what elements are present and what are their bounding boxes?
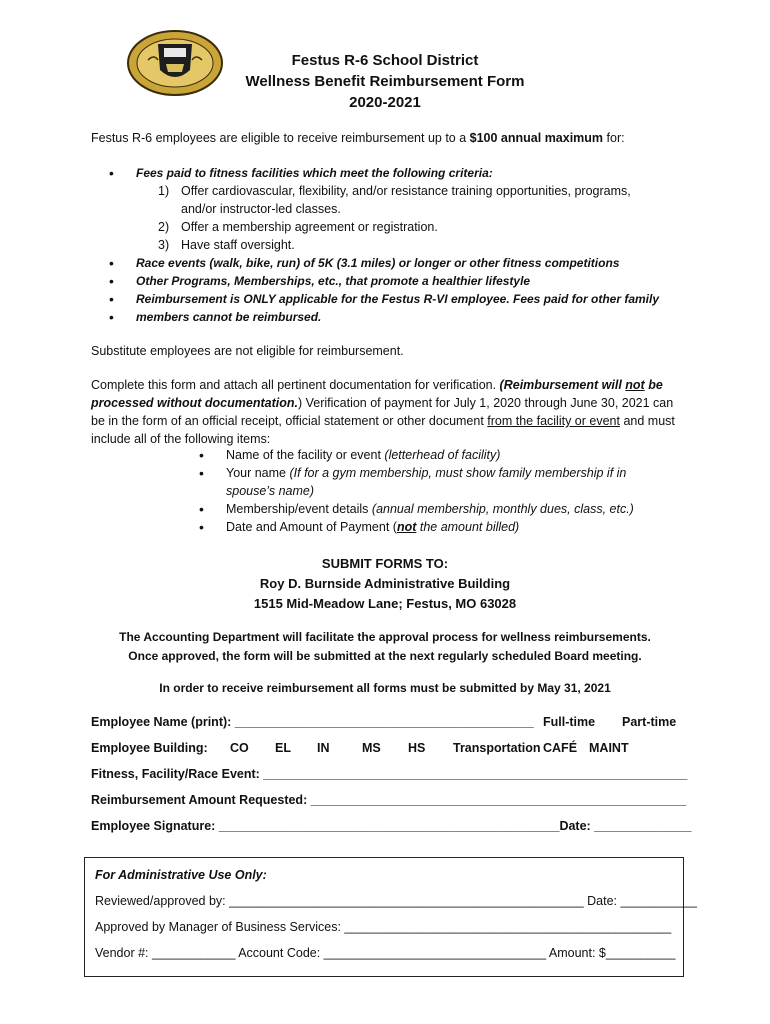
submit-street: 1515 Mid-Meadow Lane; Festus, MO 63028: [253, 596, 517, 611]
intro-suffix: for:: [603, 131, 625, 145]
criteria-sub-3: [91, 236, 691, 254]
employee-name-field[interactable]: Employee Name (print): ___________________________________________: [91, 715, 534, 729]
doc-source: from the facility or event: [487, 414, 620, 428]
district-name: Festus R-6 School District: [291, 52, 479, 69]
doc-warning: (Reimbursement will: [499, 378, 626, 392]
parttime-option[interactable]: Part-time: [622, 715, 677, 729]
vendor-account-amount-field[interactable]: Vendor #: ____________ Account Code: ________________________________ Amount: $__________: [95, 946, 676, 960]
item-not: not: [396, 520, 417, 534]
fitness-event-field[interactable]: Fitness, Facility/Race Event: _____________________________________________________________: [91, 767, 688, 781]
intro-text: Festus R-6 employees are eligible to receive reimbursement up to a: [91, 131, 470, 145]
doc-warning-end: be processed without documentation.: [91, 378, 663, 410]
criteria-race: • Race events (walk, bike, run) of 5K (3.1 miles) or longer or other fitness competitions: [91, 254, 691, 272]
fulltime-option[interactable]: Full-time: [543, 715, 596, 729]
building-option-maint[interactable]: MAINT: [589, 741, 629, 755]
submit-heading: SUBMIT FORMS TO:: [321, 556, 449, 571]
building-option-hs[interactable]: HS: [408, 741, 426, 755]
item-your-name: [91, 464, 681, 482]
criteria-fees: • Fees paid to fitness facilities which meet the following criteria:: [91, 164, 691, 182]
criteria-sub-1-cont: and/or instructor-led classes.: [181, 202, 341, 216]
item-note: (If for a gym membership, must show family membership if in: [289, 466, 627, 480]
criteria-only-employee-cont: [91, 308, 691, 326]
doc-text: Complete this form and attach all pertinent documentation for verification.: [91, 378, 500, 392]
employee-building-row: [91, 741, 691, 759]
criteria-text: members cannot be reimbursed.: [136, 310, 322, 324]
item-text: Date and Amount of Payment (: [226, 520, 397, 534]
form-title: [190, 50, 580, 113]
form-name: Wellness Benefit Reimbursement Form: [245, 73, 525, 90]
required-items-list: [91, 446, 681, 536]
sub-number: 3): [158, 238, 170, 252]
accounting-note: [85, 628, 685, 666]
item-note: (letterhead of facility): [384, 448, 501, 462]
doc-requirements: and must include all of the following items:: [91, 414, 675, 446]
criteria-list: [91, 164, 691, 326]
accounting-line: The Accounting Department will facilitate the approval process for wellness reimbursements.: [119, 630, 651, 644]
building-label: Employee Building:: [91, 741, 208, 755]
item-text: Name of the facility or event: [226, 448, 385, 462]
criteria-other: • Other Programs, Memberships, etc., that promote a healthier lifestyle: [91, 272, 691, 290]
criteria-only-employee: • Reimbursement is ONLY applicable for the Festus R-VI employee. Fees paid for other family: [91, 290, 691, 308]
sub-text: Have staff oversight.: [181, 238, 295, 252]
building-option-transportation[interactable]: Transportation: [453, 741, 541, 755]
school-year: 2020-2021: [349, 94, 421, 111]
signature-date-field[interactable]: Employee Signature: _________________________________________________Date: ______________: [91, 819, 692, 833]
submit-address: [180, 554, 590, 614]
criteria-sub-2: [91, 218, 691, 236]
item-text: Your name: [226, 466, 290, 480]
documentation-paragraph: [91, 376, 681, 448]
item-membership-details: [91, 500, 681, 518]
sub-text: Offer a membership agreement or registration.: [181, 220, 438, 234]
sub-number: 2): [158, 220, 170, 234]
doc-verification: ) Verification of payment for July 1, 2020 through June 30, 2021 can be in the form of an official receipt, official statement or other document: [91, 396, 674, 428]
building-option-co[interactable]: CO: [230, 741, 249, 755]
substitute-note: Substitute employees are not eligible for reimbursement.: [91, 344, 404, 358]
admin-use-box: [84, 857, 697, 977]
eligibility-intro: [91, 129, 691, 147]
building-option-cafe[interactable]: CAFÉ: [543, 741, 578, 755]
submit-building: Roy D. Burnside Administrative Building: [259, 576, 511, 591]
item-your-name-cont: spouse’s name): [226, 484, 315, 498]
sub-number: 1): [158, 184, 170, 198]
doc-warning-not: not: [625, 378, 645, 392]
amount-requested-field[interactable]: Reimbursement Amount Requested: ______________________________________________________: [91, 793, 687, 807]
submission-deadline: In order to receive reimbursement all forms must be submitted by May 31, 2021: [159, 681, 611, 695]
admin-title: For Administrative Use Only:: [95, 868, 267, 882]
sub-text: Offer cardiovascular, flexibility, and/or resistance training opportunities, programs,: [181, 184, 631, 198]
item-facility-name: [91, 446, 681, 464]
building-option-el[interactable]: EL: [275, 741, 291, 755]
item-note: (annual membership, monthly dues, class, etc.): [371, 502, 634, 516]
manager-approval-field[interactable]: Approved by Manager of Business Services: _______________________________________________: [95, 920, 672, 934]
item-note: the amount billed): [416, 520, 520, 534]
criteria-sub-1: [91, 182, 691, 200]
item-text: Membership/event details: [226, 502, 372, 516]
building-option-in[interactable]: IN: [317, 741, 330, 755]
reviewed-by-field[interactable]: Reviewed/approved by: ___________________________________________________ Date: ___________: [95, 894, 697, 908]
building-option-ms[interactable]: MS: [362, 741, 381, 755]
item-date-amount: [91, 518, 681, 536]
max-amount: $100 annual maximum: [469, 131, 604, 145]
accounting-line: Once approved, the form will be submitted at the next regularly scheduled Board meeting.: [128, 649, 642, 663]
